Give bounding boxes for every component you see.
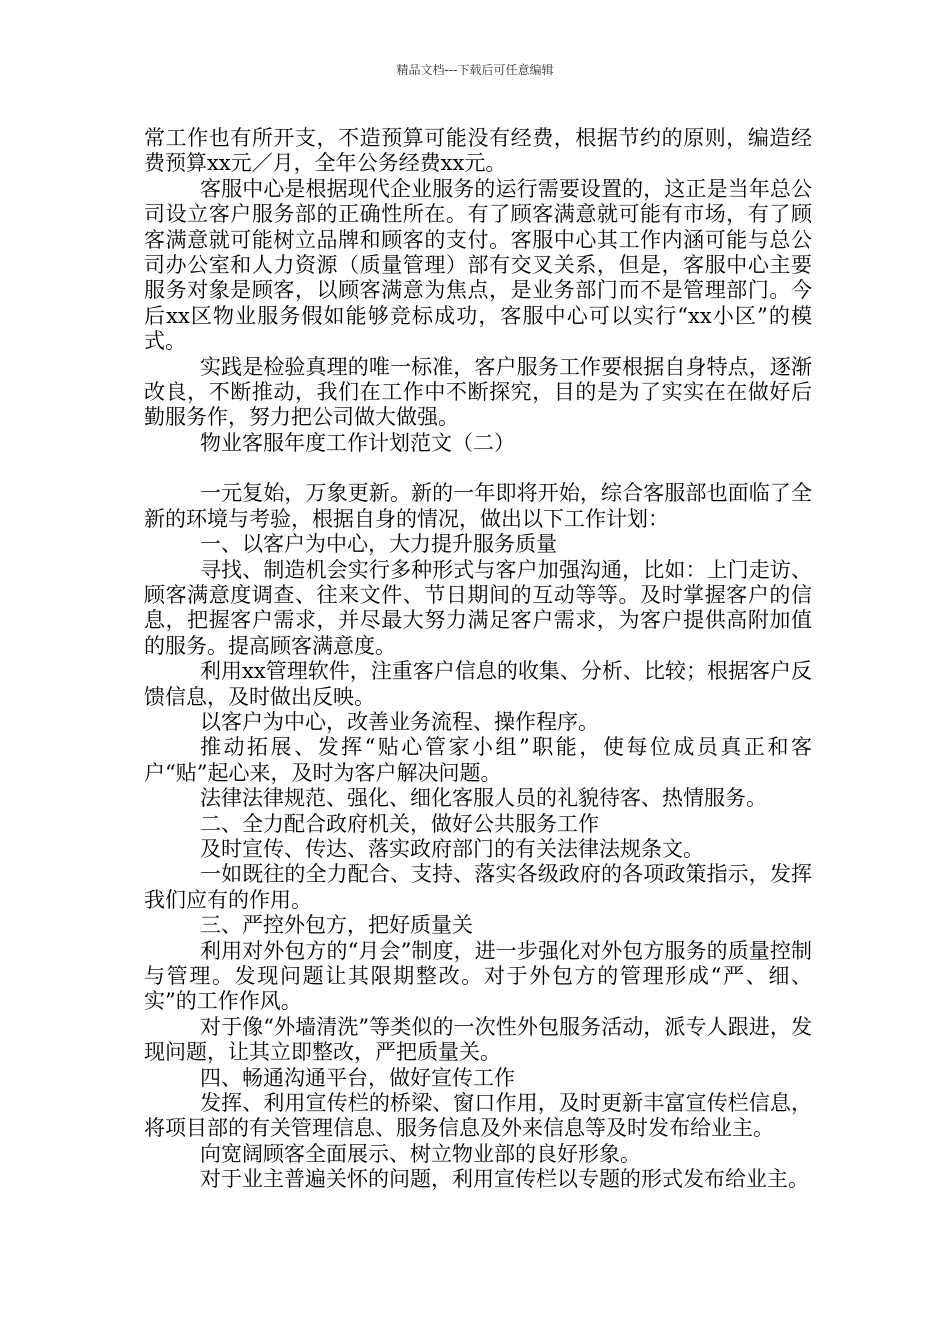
paragraph: 实践是检验真理的唯一标准，客户服务工作要根据自身特点，逐渐改良，不断推动，我们在工作中不断探究，目的是为了实实在在做好后勤服务作，努力把公司做大做强。 (144, 354, 812, 430)
heading-2: 二、全力配合政府机关，做好公共服务工作 (200, 811, 599, 836)
blank-line (144, 456, 812, 481)
paragraph: 利用对外包方的“月会”制度，进一步强化对外包方服务的质量控制与管理。发现问题让其限期整改。对于外包方的管理形成“严、细、实”的工作作风。 (144, 938, 812, 1014)
page-header: 精品文档---下载后可任意编辑 (396, 63, 554, 77)
paragraph: 客服中心是根据现代企业服务的运行需要设置的，这正是当年总公司设立客户服务部的正确性所在。有了顾客满意就可能有市场，有了顾客满意就可能树立品牌和顾客的支付。客服中心其工作内涵可能与总公司办公室和人力资源（质量管理）部有交叉关系，但是，客服中心主要服务对象是顾客，以顾客满意为焦点，是业务部门而不是管理部门。今后xx区物业服务假如能够竞标成功，客服中心可以实行“xx小区”的模式。 (144, 176, 812, 354)
paragraph: 一如既往的全力配合、支持、落实各级政府的各项政策指示，发挥我们应有的作用。 (144, 862, 812, 912)
paragraph-continuation: 常工作也有所开支，不造预算可能没有经费，根据节约的原则，编造经费预算xx元／月，全年公务经费xx元。 (144, 126, 812, 176)
heading-4: 四、畅通沟通平台，做好宣传工作 (200, 1065, 515, 1090)
paragraph: 法律法律规范、强化、细化客服人员的礼貌待客、热情服务。 (200, 786, 767, 811)
paragraph: 寻找、制造机会实行多种形式与客户加强沟通，比如：上门走访、顾客满意度调查、往来文件、节日期间的互动等等。及时掌握客户的信息，把握客户需求，并尽最大努力满足客户需求，为客户提供高附加值的服务。提高顾客满意度。 (144, 557, 812, 658)
heading-3: 三、严控外包方，把好质量关 (200, 913, 473, 938)
heading-1: 一、以客户为中心，大力提升服务质量 (200, 532, 557, 557)
paragraph: 及时宣传、传达、落实政府部门的有关法律法规条文。 (200, 836, 704, 861)
paragraph: 以客户为中心，改善业务流程、操作程序。 (200, 709, 599, 734)
paragraph: 对于像“外墙清洗”等类似的一次性外包服务活动，派专人跟进，发现问题，让其立即整改，严把质量关。 (144, 1014, 812, 1065)
paragraph: 利用xx管理软件，注重客户信息的收集、分析、比较；根据客户反馈信息，及时做出反映。 (144, 659, 812, 709)
paragraph: 向宽阔顾客全面展示、树立物业部的良好形象。 (200, 1141, 641, 1166)
paragraph: 推动拓展、发挥“贴心管家小组”职能，使每位成员真正和客户“贴”起心来，及时为客户解决问题。 (144, 735, 812, 785)
paragraph: 对于业主普遍关怀的问题，利用宣传栏以专题的形式发布给业主。 (200, 1167, 809, 1192)
document-body (144, 126, 812, 1193)
section-title: 物业客服年度工作计划范文（二） (200, 430, 515, 455)
paragraph: 发挥、利用宣传栏的桥梁、窗口作用，及时更新丰富宣传栏信息，将项目部的有关管理信息、服务信息及外来信息等及时发布给业主。 (144, 1091, 812, 1141)
paragraph: 一元复始，万象更新。新的一年即将开始，综合客服部也面临了全新的环境与考验，根据自身的情况，做出以下工作计划： (144, 481, 812, 531)
